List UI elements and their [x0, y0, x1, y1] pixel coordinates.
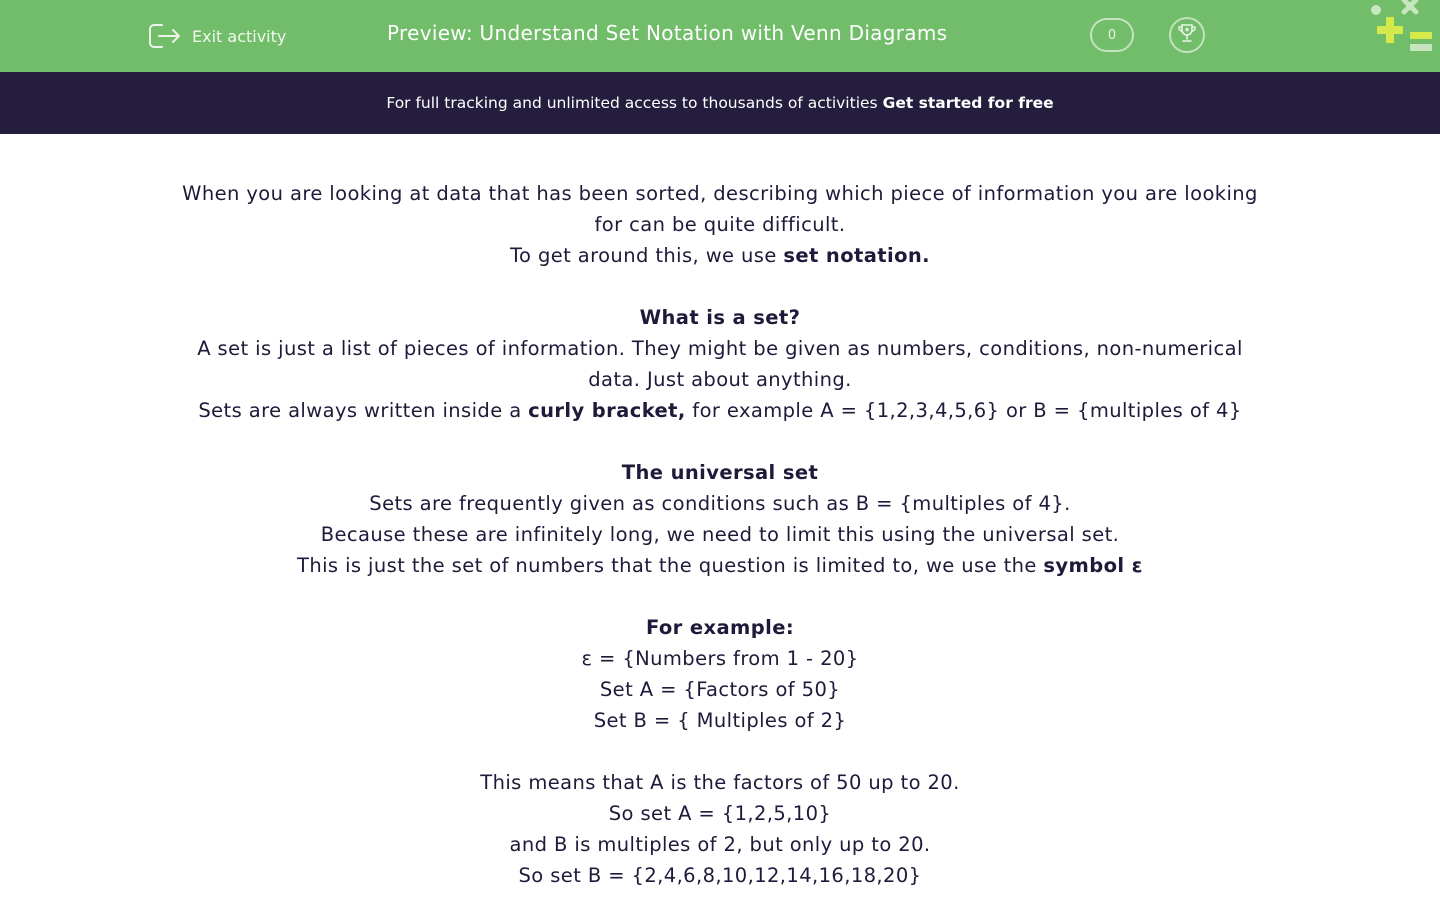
set-text: Sets are always written inside a: [198, 399, 529, 422]
trophy-icon: [1176, 22, 1198, 48]
epsilon-symbol-term: symbol ε: [1043, 554, 1143, 577]
intro-line: for can be quite difficult.: [594, 213, 846, 236]
example-line: Set A = {Factors of 50}: [599, 678, 841, 701]
exit-icon: [148, 22, 182, 50]
set-example-text: for example A = {1,2,3,4,5,6} or B = {multiples of 4}: [685, 399, 1242, 422]
universal-line: [120, 550, 1320, 581]
intro-text: To get around this, we use: [510, 244, 784, 267]
explanation-line: So set A = {1,2,5,10}: [608, 802, 832, 825]
explanation-line: So set B = {2,4,6,8,10,12,14,16,18,20}: [518, 864, 922, 887]
for-example-heading: For example:: [645, 616, 795, 639]
what-is-a-set-heading: What is a set?: [639, 306, 801, 329]
universal-text: This is just the set of numbers that the question is limited to, we use the: [297, 554, 1044, 577]
set-line: data. Just about anything.: [588, 368, 852, 391]
section-heading: [120, 457, 1320, 488]
set-line: A set is just a list of pieces of information. They might be given as numbers, conditions, non-numerical: [197, 337, 1243, 360]
section-heading: [120, 302, 1320, 333]
intro-line: [120, 240, 1320, 271]
universal-line: Because these are infinitely long, we need to limit this using the universal set.: [320, 523, 1120, 546]
score-badge: 0: [1090, 18, 1134, 52]
example-line: Set B = { Multiples of 2}: [593, 709, 847, 732]
promo-text: For full tracking and unlimited access to thousands of activities: [386, 94, 878, 112]
universal-line: Sets are frequently given as conditions such as B = {multiples of 4}.: [369, 492, 1071, 515]
brand-logo: [1366, 0, 1440, 56]
exit-activity-button[interactable]: [148, 20, 286, 52]
example-line: ε = {Numbers from 1 - 20}: [581, 647, 859, 670]
universal-set-heading: The universal set: [621, 461, 819, 484]
set-notation-term: set notation.: [783, 244, 930, 267]
get-started-link[interactable]: Get started for free: [882, 94, 1054, 112]
lesson-content: [120, 178, 1320, 891]
explanation-line: This means that A is the factors of 50 up to 20.: [480, 771, 960, 794]
section-heading: [120, 612, 1320, 643]
page-title: Preview: Understand Set Notation with Venn Diagrams: [387, 21, 948, 45]
explanation-line: and B is multiples of 2, but only up to 20.: [509, 833, 931, 856]
curly-bracket-term: curly bracket,: [528, 399, 686, 422]
top-bar: [0, 0, 1440, 72]
trophy-button[interactable]: [1169, 17, 1205, 53]
exit-activity-label: Exit activity: [192, 26, 287, 46]
intro-line: When you are looking at data that has been sorted, describing which piece of information you are looking: [182, 182, 1258, 205]
set-line: [120, 395, 1320, 426]
promo-banner: [0, 72, 1440, 134]
